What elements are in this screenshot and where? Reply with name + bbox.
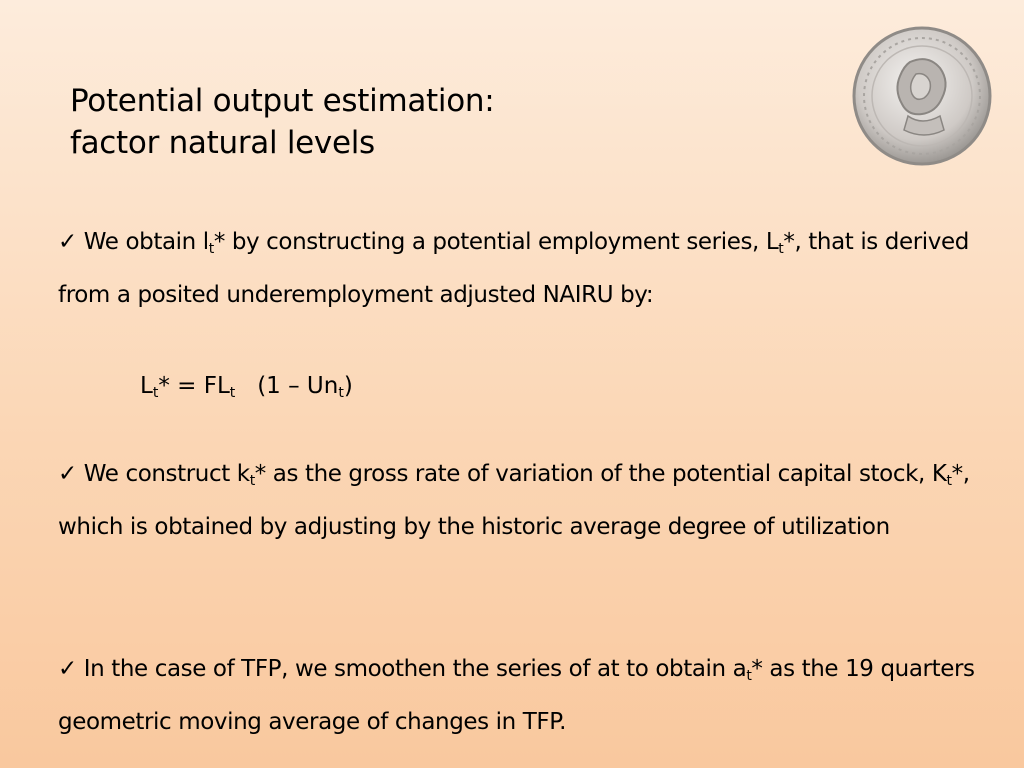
bullet2-text-b: * as the gross rate of variation of the potential capital stock, K	[254, 461, 947, 487]
eq-end: )	[343, 373, 353, 399]
eq-rhs-sub: t	[338, 385, 344, 401]
title-line-1: Potential output estimation:	[70, 83, 495, 119]
bullet2-sub-2: t	[946, 473, 952, 489]
eq-mid-sub: t	[229, 385, 236, 401]
title-line-2: factor natural levels	[70, 125, 375, 161]
bullet1-text-b: * by constructing a potential employment series, L	[213, 229, 779, 255]
eq-lhs: L	[140, 373, 153, 399]
bullet-potential-employment	[58, 216, 1008, 322]
employment-equation	[140, 360, 353, 413]
coin-seal-icon	[850, 24, 994, 168]
check-mark-icon: ✓	[58, 229, 77, 255]
bullet3-text-a: In the case of TFP, we smoothen the series of at to obtain a	[76, 656, 747, 682]
bullet1-sub-1: t	[208, 241, 214, 257]
bullet1-text-a: We obtain l	[83, 229, 209, 255]
bullet3-text-b: * as the 19 quarters geometric moving average of changes in TFP.	[58, 656, 975, 735]
eq-mid: * = FL	[158, 373, 230, 399]
check-mark-icon: ✓	[58, 656, 77, 682]
bullet2-text-a: We construct k	[83, 461, 250, 487]
check-mark-icon: ✓	[58, 461, 77, 487]
bullet2-sub-1: t	[249, 473, 255, 489]
bullet2-text-c: *, which is obtained by adjusting by the historic average degree of utilization	[58, 461, 970, 540]
bullet-tfp	[58, 643, 1008, 749]
bullet3-sub-1: t	[746, 668, 752, 684]
eq-rhs: (1 – Un	[235, 373, 339, 399]
eq-lhs-sub: t	[152, 385, 159, 401]
bullet1-sub-2: t	[778, 241, 784, 257]
bullet-potential-capital	[58, 448, 1008, 554]
bullet1-text-c: *, that is derived from a posited underemployment adjusted NAIRU by:	[58, 229, 969, 308]
slide-title	[70, 80, 494, 164]
